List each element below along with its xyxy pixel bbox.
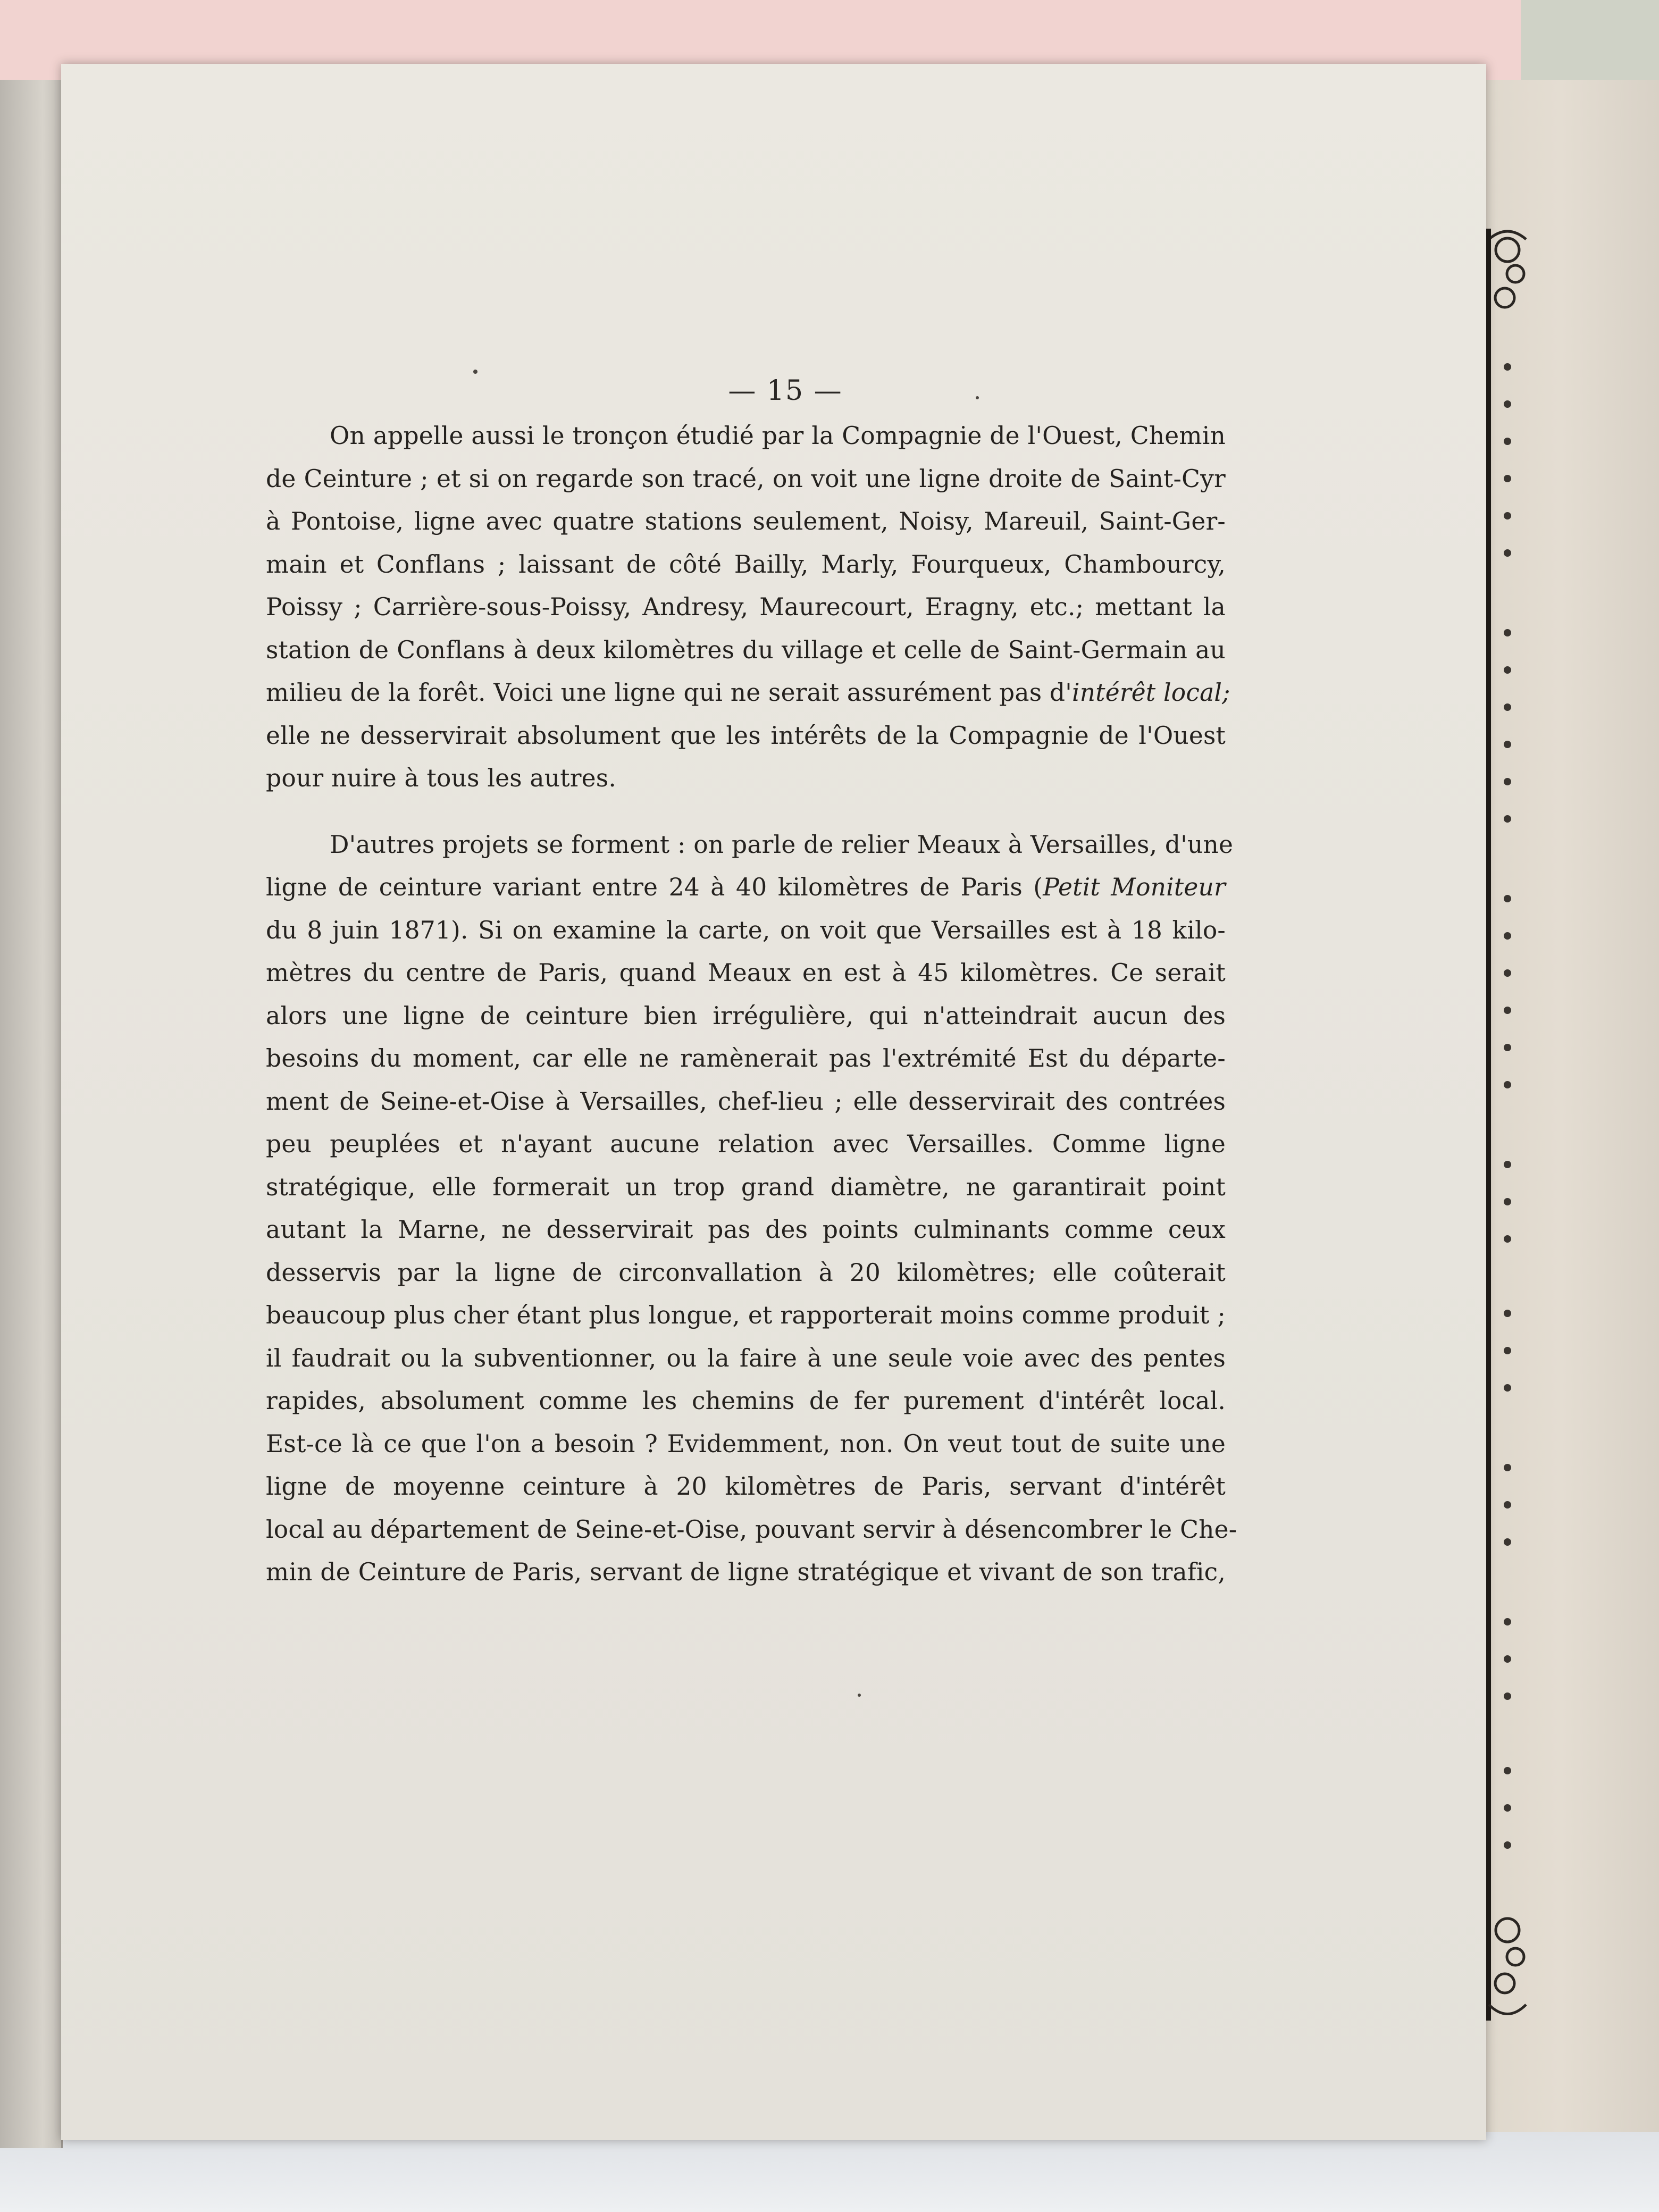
text-line: Est-ce là ce que l'on a besoin ? Evidemment, non. On veut tout de suite une [266, 1429, 1226, 1458]
text-line: D'autres projets se forment : on parle de relier Meaux à Versailles, d'une [330, 830, 1234, 859]
text-line: pour nuire à tous les autres. [266, 764, 617, 792]
paper-speck [976, 396, 979, 399]
text-line: peu peuplées et n'ayant aucune relation avec Versailles. Comme ligne [266, 1130, 1226, 1158]
ornamental-border-decoration [1484, 229, 1531, 2021]
page-content [61, 64, 1486, 2140]
text-line [266, 672, 1230, 715]
paragraph-2 [266, 824, 1237, 1594]
text-line: desservis par la ligne de circonvallation à 20 kilomètres; elle coûterait [266, 1258, 1226, 1287]
text-line: local au département de Seine-et-Oise, pouvant servir à désencombrer le Che- [266, 1515, 1237, 1544]
text-segment: milieu de la forêt. Voici une ligne qui ne serait assurément pas d' [266, 678, 1072, 707]
text-line: besoins du moment, car elle ne ramènerait pas l'extrémité Est du départe- [266, 1044, 1226, 1073]
text-line: il faudrait ou la subventionner, ou la faire à une seule voie avec des pentes [266, 1344, 1226, 1372]
italic-phrase: Petit Moniteur [1043, 873, 1226, 901]
text-line: ment de Seine-et-Oise à Versailles, chef-lieu ; elle desservirait des contrées [266, 1087, 1226, 1116]
text-line: On appelle aussi le tronçon étudié par la Compagnie de l'Ouest, Chemin [330, 422, 1226, 450]
text-segment: ligne de ceinture variant entre 24 à 40 kilomètres de Paris ( [266, 873, 1043, 901]
text-line: à Pontoise, ligne avec quatre stations seulement, Noisy, Mareuil, Saint-Ger- [266, 507, 1226, 535]
text-line: de Ceinture ; et si on regarde son tracé, on voit une ligne droite de Saint-Cyr [266, 464, 1226, 493]
text-line: elle ne desservirait absolument que les intérêts de la Compagnie de l'Ouest [266, 721, 1226, 750]
book-page [61, 64, 1486, 2140]
text-line: autant la Marne, ne desservirait pas des points culminants comme ceux [266, 1216, 1226, 1244]
italic-phrase: intérêt local; [1071, 678, 1230, 707]
page-number: — 15 — [728, 375, 843, 407]
text-line [266, 866, 1226, 909]
body-text [266, 415, 1237, 1594]
text-line: station de Conflans à deux kilomètres du village et celle de Saint-Germain au [266, 635, 1226, 664]
paragraph-1 [266, 415, 1230, 800]
light-background-strip [0, 2132, 1659, 2212]
text-line: mètres du centre de Paris, quand Meaux en est à 45 kilomètres. Ce serait [266, 959, 1226, 987]
paper-speck [473, 370, 477, 374]
text-line: beaucoup plus cher étant plus longue, et rapporterait moins comme produit ; [266, 1301, 1226, 1329]
text-line: rapides, absolument comme les chemins de fer purement d'intérêt local. [266, 1387, 1226, 1415]
text-line: main et Conflans ; laissant de côté Bailly, Marly, Fourqueux, Chambourcy, [266, 550, 1226, 579]
text-line: alors une ligne de ceinture bien irrégulière, qui n'atteindrait aucun des [266, 1001, 1226, 1030]
text-line: ligne de moyenne ceinture à 20 kilomètres de Paris, servant d'intérêt [266, 1472, 1226, 1501]
paper-speck [858, 1694, 861, 1697]
text-line: min de Ceinture de Paris, servant de ligne stratégique et vivant de son trafic, [266, 1558, 1226, 1586]
paragraph-gap [266, 800, 1226, 824]
text-line: stratégique, elle formerait un trop grand diamètre, ne garantirait point [266, 1172, 1226, 1201]
text-line: Poissy ; Carrière-sous-Poissy, Andresy, Maurecourt, Eragny, etc.; mettant la [266, 593, 1226, 621]
text-line: du 8 juin 1871). Si on examine la carte, on voit que Versailles est à 18 kilo- [266, 916, 1226, 944]
left-facing-page-edge [0, 80, 63, 2148]
